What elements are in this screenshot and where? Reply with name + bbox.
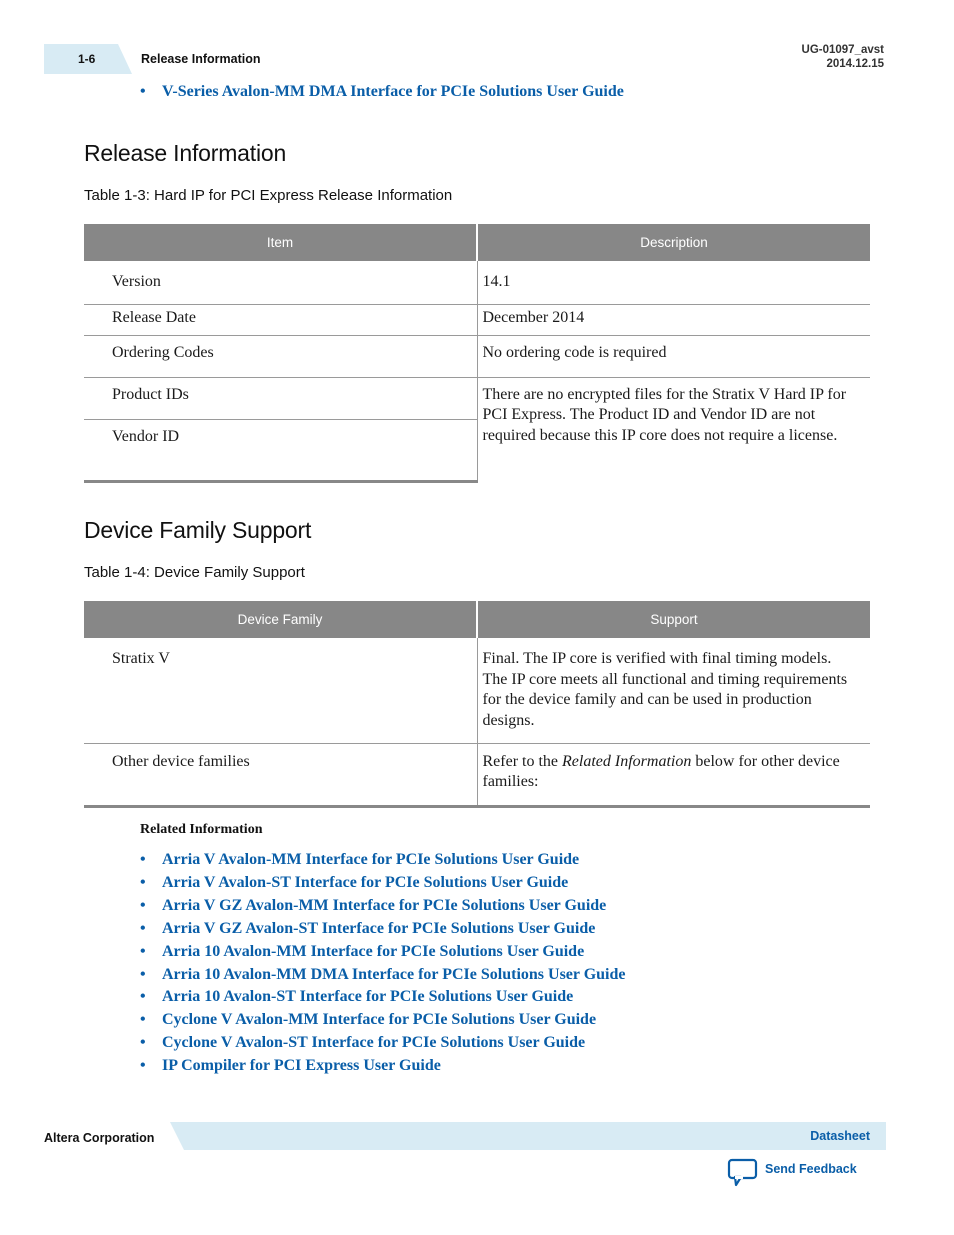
link-vseries-avalon-mm-dma[interactable]: • V-Series Avalon-MM DMA Interface for PCIe Solutions User Guide bbox=[140, 81, 624, 104]
related-link[interactable]: • Cyclone V Avalon-MM Interface for PCIe Solutions User Guide bbox=[140, 1009, 626, 1032]
related-link[interactable]: • Cyclone V Avalon-ST Interface for PCIe Solutions User Guide bbox=[140, 1032, 626, 1055]
cell-desc: There are no encrypted files for the Stratix V Hard IP for PCI Express. The Product ID and Vendor ID are not required because this IP core does not require a license. bbox=[477, 377, 870, 481]
support-text-pre: Refer to the bbox=[482, 752, 563, 770]
cell-support bbox=[477, 743, 870, 806]
related-link[interactable]: • Arria V GZ Avalon-ST Interface for PCIe Solutions User Guide bbox=[140, 918, 626, 941]
related-link-list bbox=[140, 849, 626, 1078]
cell-item: Product IDs bbox=[84, 377, 477, 419]
doc-identifier bbox=[802, 43, 884, 71]
related-info-title: Related Information bbox=[140, 822, 263, 837]
release-table bbox=[84, 224, 870, 483]
cell-desc: 14.1 bbox=[477, 261, 870, 304]
footer-band bbox=[170, 1122, 886, 1155]
device-col-support: Support bbox=[477, 601, 870, 638]
related-link[interactable]: • Arria 10 Avalon-MM DMA Interface for PCIe Solutions User Guide bbox=[140, 964, 626, 987]
cell-family: Other device families bbox=[84, 743, 477, 806]
footer-company: Altera Corporation bbox=[44, 1131, 155, 1145]
top-link-list bbox=[140, 81, 624, 104]
table-row bbox=[84, 261, 870, 304]
support-text-post: below for other device families: bbox=[482, 752, 840, 791]
device-col-family: Device Family bbox=[84, 601, 477, 638]
release-heading: Release Information bbox=[84, 140, 287, 166]
table-row bbox=[84, 743, 870, 806]
related-link[interactable]: • Arria V Avalon-ST Interface for PCIe Solutions User Guide bbox=[140, 872, 626, 895]
cell-item: Version bbox=[112, 273, 161, 290]
support-related-info-em: Related Information bbox=[562, 752, 692, 770]
table-row bbox=[84, 638, 870, 743]
cell-desc: December 2014 bbox=[477, 304, 870, 335]
send-feedback-link[interactable]: Send Feedback bbox=[765, 1162, 857, 1176]
cell-family: Stratix V bbox=[112, 650, 170, 667]
cell-item: Ordering Codes bbox=[84, 335, 477, 377]
table-row bbox=[84, 335, 870, 377]
cell-item: Release Date bbox=[84, 304, 477, 335]
speech-bubble-icon[interactable] bbox=[727, 1158, 759, 1193]
release-col-description: Description bbox=[477, 224, 870, 261]
cell-support: Final. The IP core is verified with final timing models. The IP core meets all functional and timing requirements for the device family and can be used in production designs. bbox=[477, 638, 870, 743]
related-link[interactable]: • Arria V GZ Avalon-MM Interface for PCIe Solutions User Guide bbox=[140, 895, 626, 918]
page-number: 1-6 bbox=[78, 52, 96, 66]
related-link[interactable]: • Arria 10 Avalon-ST Interface for PCIe Solutions User Guide bbox=[140, 986, 626, 1009]
release-table-caption: Table 1-3: Hard IP for PCI Express Release Information bbox=[84, 187, 453, 204]
table-row bbox=[84, 377, 870, 419]
cell-desc: No ordering code is required bbox=[477, 335, 870, 377]
header-section-title: Release Information bbox=[141, 52, 261, 66]
table-row bbox=[84, 304, 870, 335]
footer-datasheet-link[interactable]: Datasheet bbox=[810, 1129, 870, 1143]
device-table-caption: Table 1-4: Device Family Support bbox=[84, 564, 305, 581]
device-heading: Device Family Support bbox=[84, 517, 312, 543]
doc-date: 2014.12.15 bbox=[826, 58, 884, 70]
related-link[interactable]: • IP Compiler for PCI Express User Guide bbox=[140, 1055, 626, 1078]
release-col-item: Item bbox=[84, 224, 477, 261]
related-link[interactable]: • Arria 10 Avalon-MM Interface for PCIe Solutions User Guide bbox=[140, 941, 626, 964]
device-table bbox=[84, 601, 870, 808]
doc-id: UG-01097_avst bbox=[801, 44, 884, 56]
related-link[interactable]: • Arria V Avalon-MM Interface for PCIe Solutions User Guide bbox=[140, 849, 626, 872]
cell-item: Vendor ID bbox=[84, 419, 477, 481]
